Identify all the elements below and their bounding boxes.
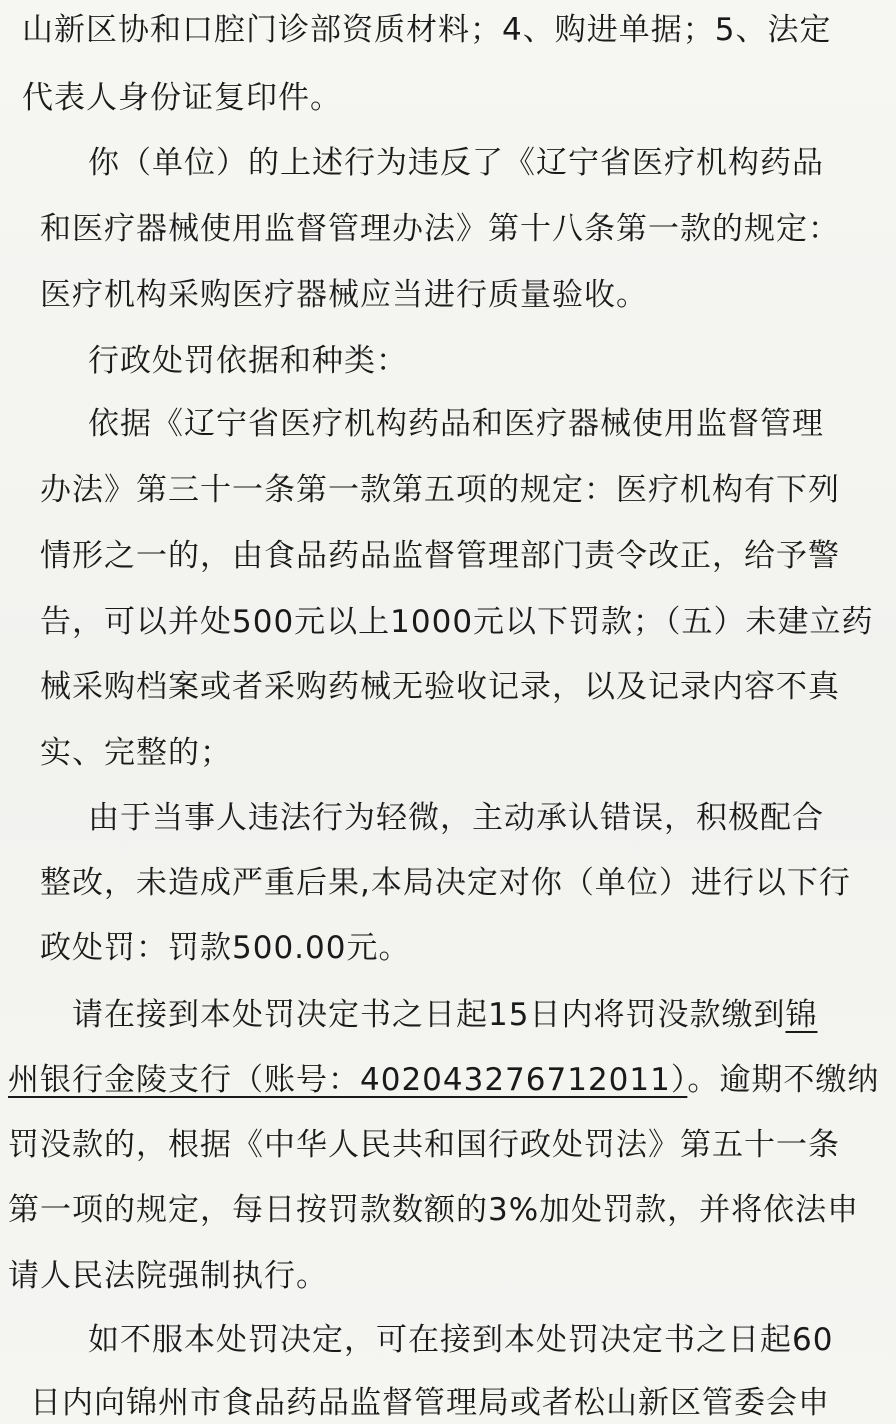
- text-line: 行政处罚依据和种类：: [88, 343, 408, 379]
- payment-instruction-text: 请在接到本处罚决定书之日起15日内将罚没款缴到: [72, 997, 786, 1033]
- text-line: 医疗机构采购医疗器械应当进行质量验收。: [40, 277, 648, 313]
- text-line: 实、完整的；: [40, 735, 232, 771]
- text-line: 情形之一的，由食品药品监督管理部门责令改正，给予警: [40, 538, 840, 574]
- text-line: 如不服本处罚决定，可在接到本处罚决定书之日起60: [88, 1322, 834, 1358]
- text-line: 依据《辽宁省医疗机构药品和医疗器械使用监督管理: [88, 406, 824, 442]
- text-line: 和医疗器械使用监督管理办法》第十八条第一款的规定：: [40, 211, 840, 247]
- text-line: 办法》第三十一条第一款第五项的规定：医疗机构有下列: [40, 472, 840, 508]
- text-line: 代表人身份证复印件。: [22, 80, 342, 116]
- bank-account-text: 锦: [785, 997, 818, 1033]
- text-line: [8, 1060, 879, 1100]
- text-line: 第一项的规定，每日按罚款数额的3%加处罚款，并将依法申: [8, 1192, 860, 1228]
- text-line: 政处罚：罚款500.00元。: [40, 930, 411, 966]
- text-line: 整改，未造成严重后果,本局决定对你（单位）进行以下行: [40, 865, 851, 901]
- overdue-text: 。逾期不缴纳: [687, 1062, 880, 1098]
- text-line: 日内向锦州市食品药品监督管理局或者松山新区管委会申: [30, 1385, 830, 1421]
- text-line: 山新区协和口腔门诊部资质材料；4、购进单据；5、法定: [22, 12, 832, 48]
- text-line: 罚没款的，根据《中华人民共和国行政处罚法》第五十一条: [8, 1127, 840, 1163]
- text-line: [72, 995, 817, 1035]
- bank-account-text: 州银行金陵支行（账号：402043276712011）: [8, 1062, 688, 1098]
- text-line: 械采购档案或者采购药械无验收记录，以及记录内容不真: [40, 669, 840, 705]
- text-line: 由于当事人违法行为轻微，主动承认错误，积极配合: [88, 800, 824, 836]
- text-line: 请人民法院强制执行。: [8, 1258, 328, 1294]
- text-line: 你（单位）的上述行为违反了《辽宁省医疗机构药品: [88, 145, 824, 181]
- text-line: 告，可以并处500元以上1000元以下罚款；（五）未建立药: [40, 604, 874, 640]
